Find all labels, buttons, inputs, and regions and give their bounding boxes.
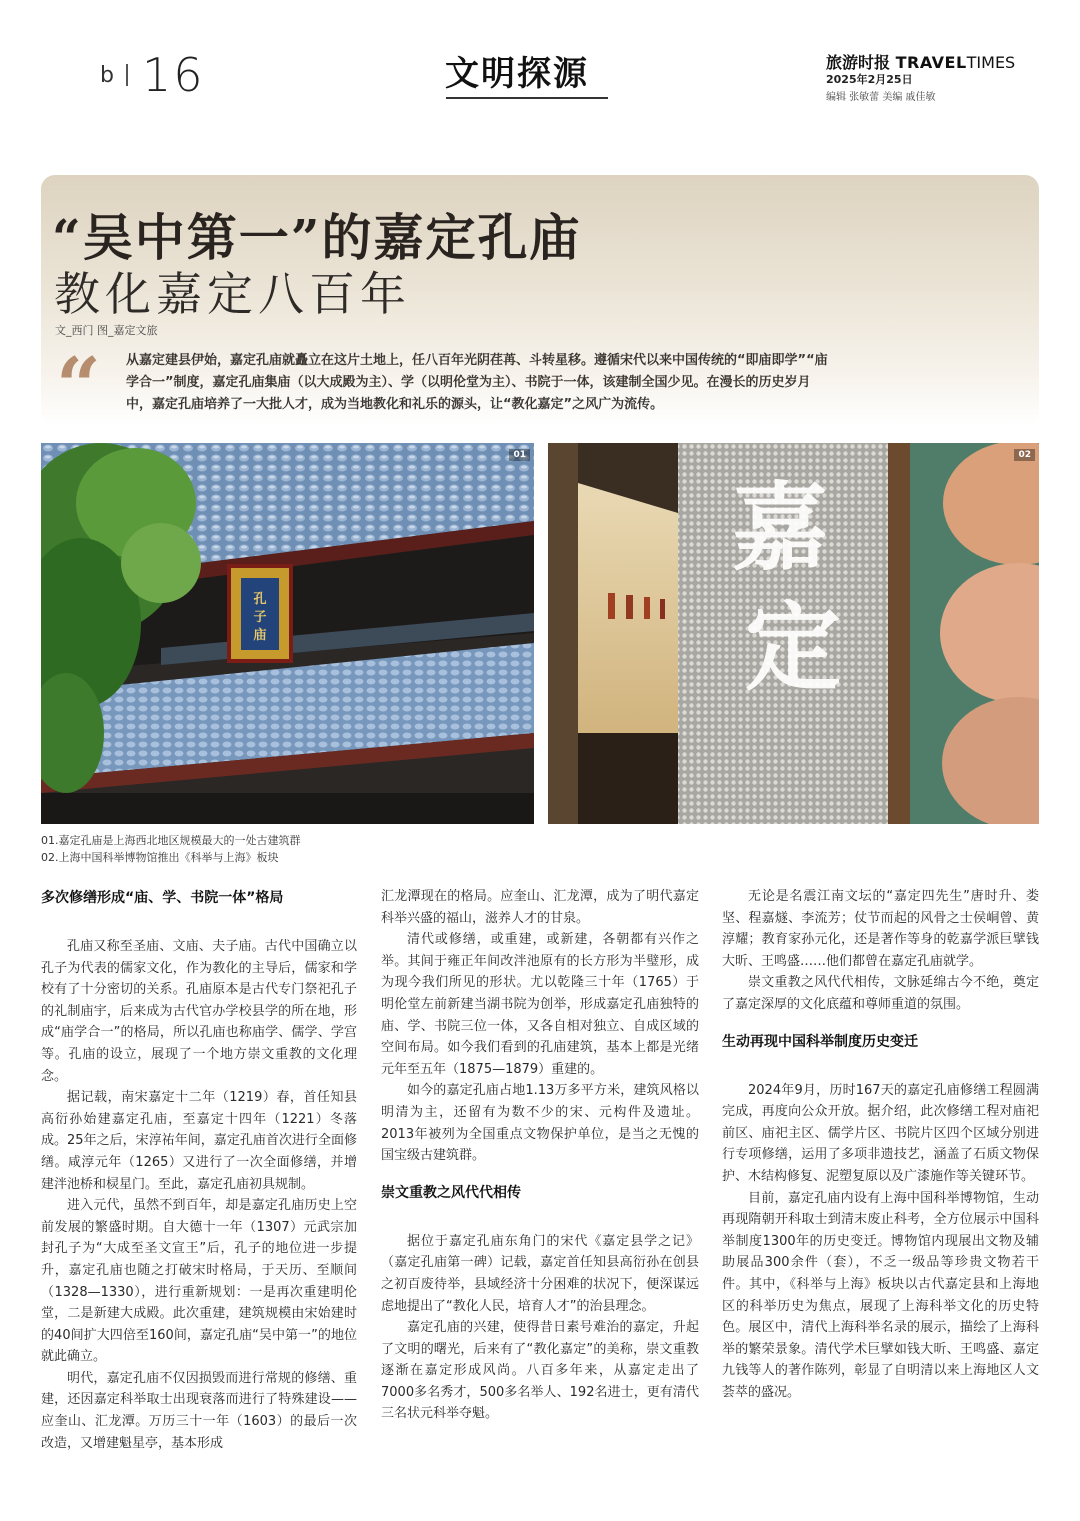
paragraph: 嘉定孔庙的兴建，使得昔日素号难治的嘉定，升起了文明的曙光，后来有了“教化嘉定”的美称，崇文重教逐渐在嘉定形成风尚。八百多年来，从嘉定走出了7000多名秀才，500多名举人、192名进士，更有清代三名状元科举夺魁。 xyxy=(381,1320,699,1422)
newspaper-brand xyxy=(826,50,1015,73)
caption-1: 01.嘉定孔庙是上海西北地区规模最大的一处古建筑群 xyxy=(41,834,301,847)
b-mark: b xyxy=(100,62,114,88)
paragraph: 据位于嘉定孔庙东角门的宋代《嘉定县学之记》（嘉定孔庙第一碑）记载，嘉定首任知县高衍孙在创县之初百废待举，县域经济十分困难的状况下，便深谋远虑地提出了“教化人民，培育人才”的治县理念。 xyxy=(381,1233,699,1314)
page-divider xyxy=(126,64,128,86)
photo-captions xyxy=(41,832,301,866)
spacer xyxy=(41,922,357,936)
body-column-1 xyxy=(41,886,357,1454)
spacer xyxy=(381,1167,699,1181)
photo-number-02: 02 xyxy=(1014,449,1035,461)
paragraph: 2024年9月，历时167天的嘉定孔庙修缮工程圆满完成，再度向公众开放。据介绍，此次修缮工程对庙祀前区、庙祀主区、儒学片区、书院片区四个区域分别进行专项修缮，运用了多项非遗技艺，涵盖了石质文物保护、木结构修复、泥塑复原以及广漆施作等关键环节。 xyxy=(722,1082,1039,1184)
paragraph: 进入元代，虽然不到百年，却是嘉定孔庙历史上空前发展的繁盛时期。自大德十一年（1307）元武宗加封孔子为“大成至圣文宣王”后，孔子的地位进一步提升，嘉定孔庙也随之打破宋时格局，于天历、至顺间（1328—1330），进行重新规划：一是再次重建明伦堂，二是新建大成殿。此次重建，建筑规模由宋始建时的40间扩大四倍至160间，嘉定孔庙“吴中第一”的地位就此确立。 xyxy=(41,1198,357,1365)
museum-illustration xyxy=(548,443,1039,824)
photo-temple-roof xyxy=(41,443,534,824)
brand-en-bold: TRAVEL xyxy=(895,53,967,72)
paragraph: 孔庙又称至圣庙、文庙、夫子庙。古代中国确立以孔子为代表的儒家文化，作为教化的主导后，儒家和学校有了十分密切的关系。孔庙原本是古代专门祭祀孔子的礼制庙宇，后来成为古代官办学校县学的所在地，形成“庙学合一”的格局，所以孔庙也称庙学、儒学、学宫等。孔庙的设立，展现了一个地方崇文重教的文化理念。 xyxy=(41,939,357,1084)
masthead-page-marker xyxy=(100,48,205,102)
paragraph: 清代或修缮，或重建，或新建，各朝都有兴作之举。其间于雍正年间改泮池原有的长方形为半璧形，成为现今我们所见的形状。尤以乾隆三十年（1765）于明伦堂左前新建当湖书院为创举，形成嘉定孔庙独特的庙、学、书院三位一体，又各自相对独立、自成区域的空间布局。如今我们看到的孔庙建筑，基本上都是光绪元年至五年（1875—1879）重建的。 xyxy=(381,932,699,1077)
paragraph: 无论是名震江南文坛的“嘉定四先生”唐时升、娄坚、程嘉燧、李流芳；仗节而起的风骨之士侯峒曾、黄淳耀；教育家孙元化，还是著作等身的乾嘉学派巨擘钱大昕、王鸣盛……他们都曾在嘉定孔庙就学。 xyxy=(722,889,1039,969)
caption-2: 02.上海中国科举博物馆推出《科举与上海》板块 xyxy=(41,851,279,864)
article-byline: 文_西门 图_嘉定文旅 xyxy=(55,324,158,337)
plaque-text-1: 孔 xyxy=(253,592,267,607)
paragraph: 据记载，南宋嘉定十二年（1219）春，首任知县高衍孙始建嘉定孔庙，至嘉定十四年（1221）冬落成。25年之后，宋淳祐年间，嘉定孔庙首次进行全面修缮。咸淳元年（1265）又进行了一次全面修缮，并增建泮池桥和棂星门。至此，嘉定孔庙初具规制。 xyxy=(41,1090,357,1192)
page-number: 16 xyxy=(141,48,205,102)
wall-char-2: 定 xyxy=(745,591,841,704)
photo-museum-wall xyxy=(548,443,1039,824)
article-title: “吴中第一”的嘉定孔庙 xyxy=(52,208,582,267)
section-underline xyxy=(446,97,608,99)
editor-credits: 编辑 张敏蕾 美编 戚佳敏 xyxy=(826,92,936,103)
plaque-text-3: 庙 xyxy=(253,628,267,643)
paragraph: 目前，嘉定孔庙内设有上海中国科举博物馆，生动再现隋朝开科取士到清末废止科考，全方位展示中国科举制度1300年的历史变迁。博物馆内现展出文物及辅助展品300余件（套），不乏一级品等珍贵文物若干件。其中，《科举与上海》板块以古代嘉定县和上海地区的科举历史为焦点，展现了上海科举文化的历史特色。展区中，清代上海科举名录的展示，描绘了上海科举的繁荣景象。清代学术巨擘如钱大昕、王鸣盛、嘉定九钱等人的著作陈列，彰显了自明清以来上海地区人文荟萃的盛况。 xyxy=(722,1190,1039,1400)
section-title: 文明探源 xyxy=(445,54,589,94)
paragraph: 汇龙潭现在的格局。应奎山、汇龙潭，成为了明代嘉定科举兴盛的福山，滋养人才的甘泉。 xyxy=(381,889,699,926)
paragraph: 崇文重教之风代代相传，文脉延绵古今不绝，奠定了嘉定深厚的文化底蕴和尊师重道的氛围。 xyxy=(722,975,1039,1012)
photo-number-01: 01 xyxy=(509,449,530,461)
spacer xyxy=(722,1016,1039,1030)
brand-cn: 旅游时报 xyxy=(826,53,891,72)
body-column-2 xyxy=(381,886,699,1425)
plaque-text-2: 子 xyxy=(253,610,267,625)
section-heading-3: 生动再现中国科举制度历史变迁 xyxy=(722,1033,918,1050)
publication-date: 2025年2月25日 xyxy=(826,73,913,86)
section-heading-2: 崇文重教之风代代相传 xyxy=(381,1184,521,1201)
section-heading-1: 多次修缮形成“庙、学、书院一体”格局 xyxy=(41,890,284,906)
article-lead: 从嘉定建县伊始，嘉定孔庙就矗立在这片土地上，任八百年光阴荏苒、斗转星移。遵循宋代以来中国传统的“即庙即学”“庙学合一”制度，嘉定孔庙集庙（以大成殿为主）、学（以明伦堂为主）、书院于一体，该建制全国少见。在漫长的历史岁月中，嘉定孔庙培养了一大批人才，成为当地教化和礼乐的源头，让“教化嘉定”之风广为流传。 xyxy=(126,353,828,412)
body-column-3 xyxy=(722,886,1039,1403)
article-subtitle: 教化嘉定八百年 xyxy=(54,267,411,321)
brand-en-light: TIMES xyxy=(966,53,1016,72)
spacer xyxy=(722,1066,1039,1080)
paragraph: 明代，嘉定孔庙不仅因损毁而进行常规的修缮、重建，还因嘉定科举取士出现衰落而进行了特殊建设——应奎山、汇龙潭。万历三十一年（1603）的最后一次改造，又增建魁星亭，基本形成 xyxy=(41,1370,357,1451)
fan-panels xyxy=(940,443,1039,824)
paragraph: 如今的嘉定孔庙占地1.13万多平方米，建筑风格以明清为主，还留有为数不少的宋、元构件及遗址。2013年被列为全国重点文物保护单位，是当之无愧的国宝级古建筑群。 xyxy=(381,1083,699,1164)
quote-mark-icon: “ xyxy=(56,341,101,432)
spacer xyxy=(381,1217,699,1231)
wall-char-1: 嘉 xyxy=(732,471,828,584)
temple-roof-illustration xyxy=(41,443,534,824)
